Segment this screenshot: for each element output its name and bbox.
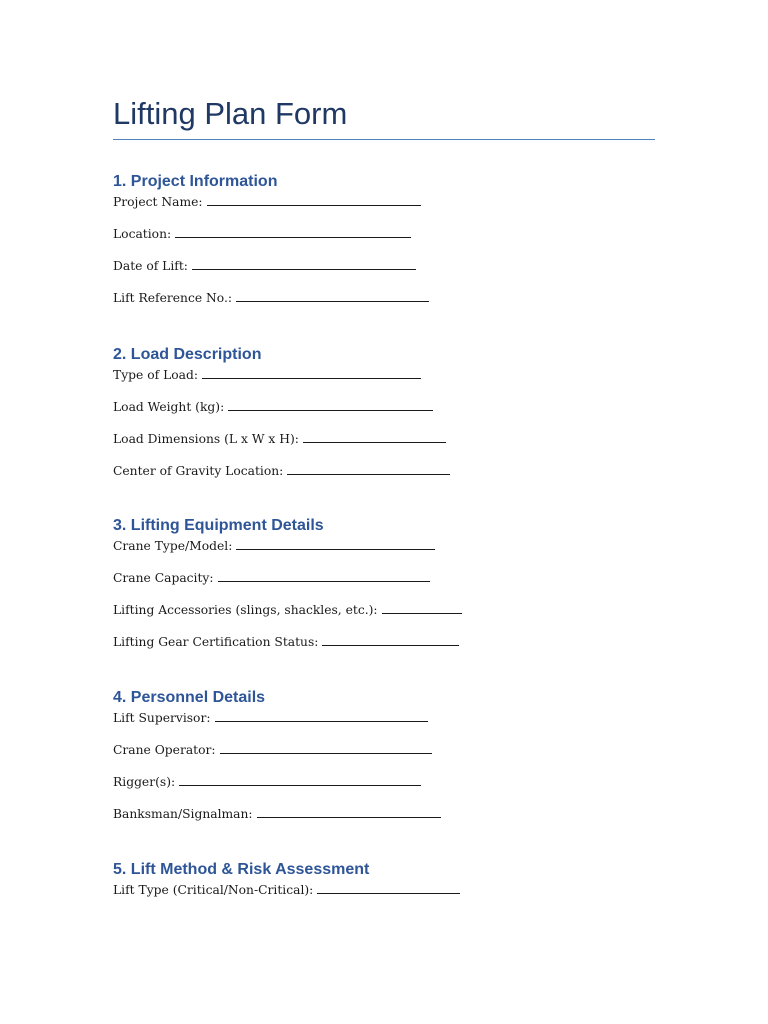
field-lift-supervisor [113,710,656,726]
section-project-information [113,171,656,306]
fill-in-line[interactable] [228,400,433,411]
field-label: Lift Type (Critical/Non-Critical): [113,883,314,897]
section-heading: 1. Project Information [113,173,278,190]
fill-in-line[interactable] [220,743,432,754]
fill-in-line[interactable] [257,807,441,818]
field-lifting-gear-certification [113,634,656,650]
field-banksman-signalman [113,806,656,822]
fill-in-line[interactable] [322,635,459,646]
section-heading: 5. Lift Method & Risk Assessment [113,861,370,878]
title-underline-rule [113,139,655,140]
field-date-of-lift [113,258,656,274]
field-label: Banksman/Signalman: [113,807,253,821]
fill-in-line[interactable] [179,775,421,786]
field-label: Load Dimensions (L x W x H): [113,432,299,446]
field-label: Project Name: [113,195,203,209]
section-heading: 3. Lifting Equipment Details [113,517,324,534]
field-label: Rigger(s): [113,775,176,789]
field-label: Lift Reference No.: [113,291,233,305]
fill-in-line[interactable] [175,227,411,238]
field-label: Lifting Accessories (slings, shackles, etc.): [113,603,378,617]
field-label: Center of Gravity Location: [113,464,284,478]
field-lift-reference-no [113,290,656,306]
fill-in-line[interactable] [215,711,428,722]
document-title: Lifting Plan Form [113,96,348,131]
field-riggers [113,774,656,790]
fill-in-line[interactable] [382,603,462,614]
field-label: Lift Supervisor: [113,711,211,725]
fill-in-line[interactable] [236,291,429,302]
section-personnel-details [113,687,656,822]
field-label: Crane Operator: [113,743,216,757]
field-lifting-accessories [113,602,656,618]
field-lift-type [113,882,656,898]
section-heading: 2. Load Description [113,346,262,363]
fill-in-line[interactable] [218,571,430,582]
field-type-of-load [113,367,656,383]
fill-in-line[interactable] [317,883,460,894]
field-load-weight [113,399,656,415]
field-project-name [113,194,656,210]
field-load-dimensions [113,431,656,447]
field-label: Crane Capacity: [113,571,214,585]
field-label: Date of Lift: [113,259,188,273]
section-load-description [113,344,656,479]
field-crane-type-model [113,538,656,554]
field-label: Lifting Gear Certification Status: [113,635,319,649]
field-label: Type of Load: [113,368,198,382]
section-lift-method-risk-assessment [113,859,656,898]
field-crane-capacity [113,570,656,586]
field-crane-operator [113,742,656,758]
fill-in-line[interactable] [236,539,435,550]
field-label: Crane Type/Model: [113,539,233,553]
field-center-of-gravity [113,463,656,479]
field-label: Location: [113,227,172,241]
field-location [113,226,656,242]
fill-in-line[interactable] [207,195,421,206]
section-lifting-equipment-details [113,515,656,650]
section-heading: 4. Personnel Details [113,689,266,706]
fill-in-line[interactable] [303,432,446,443]
fill-in-line[interactable] [287,464,450,475]
fill-in-line[interactable] [202,368,421,379]
field-label: Load Weight (kg): [113,400,225,414]
fill-in-line[interactable] [192,259,416,270]
